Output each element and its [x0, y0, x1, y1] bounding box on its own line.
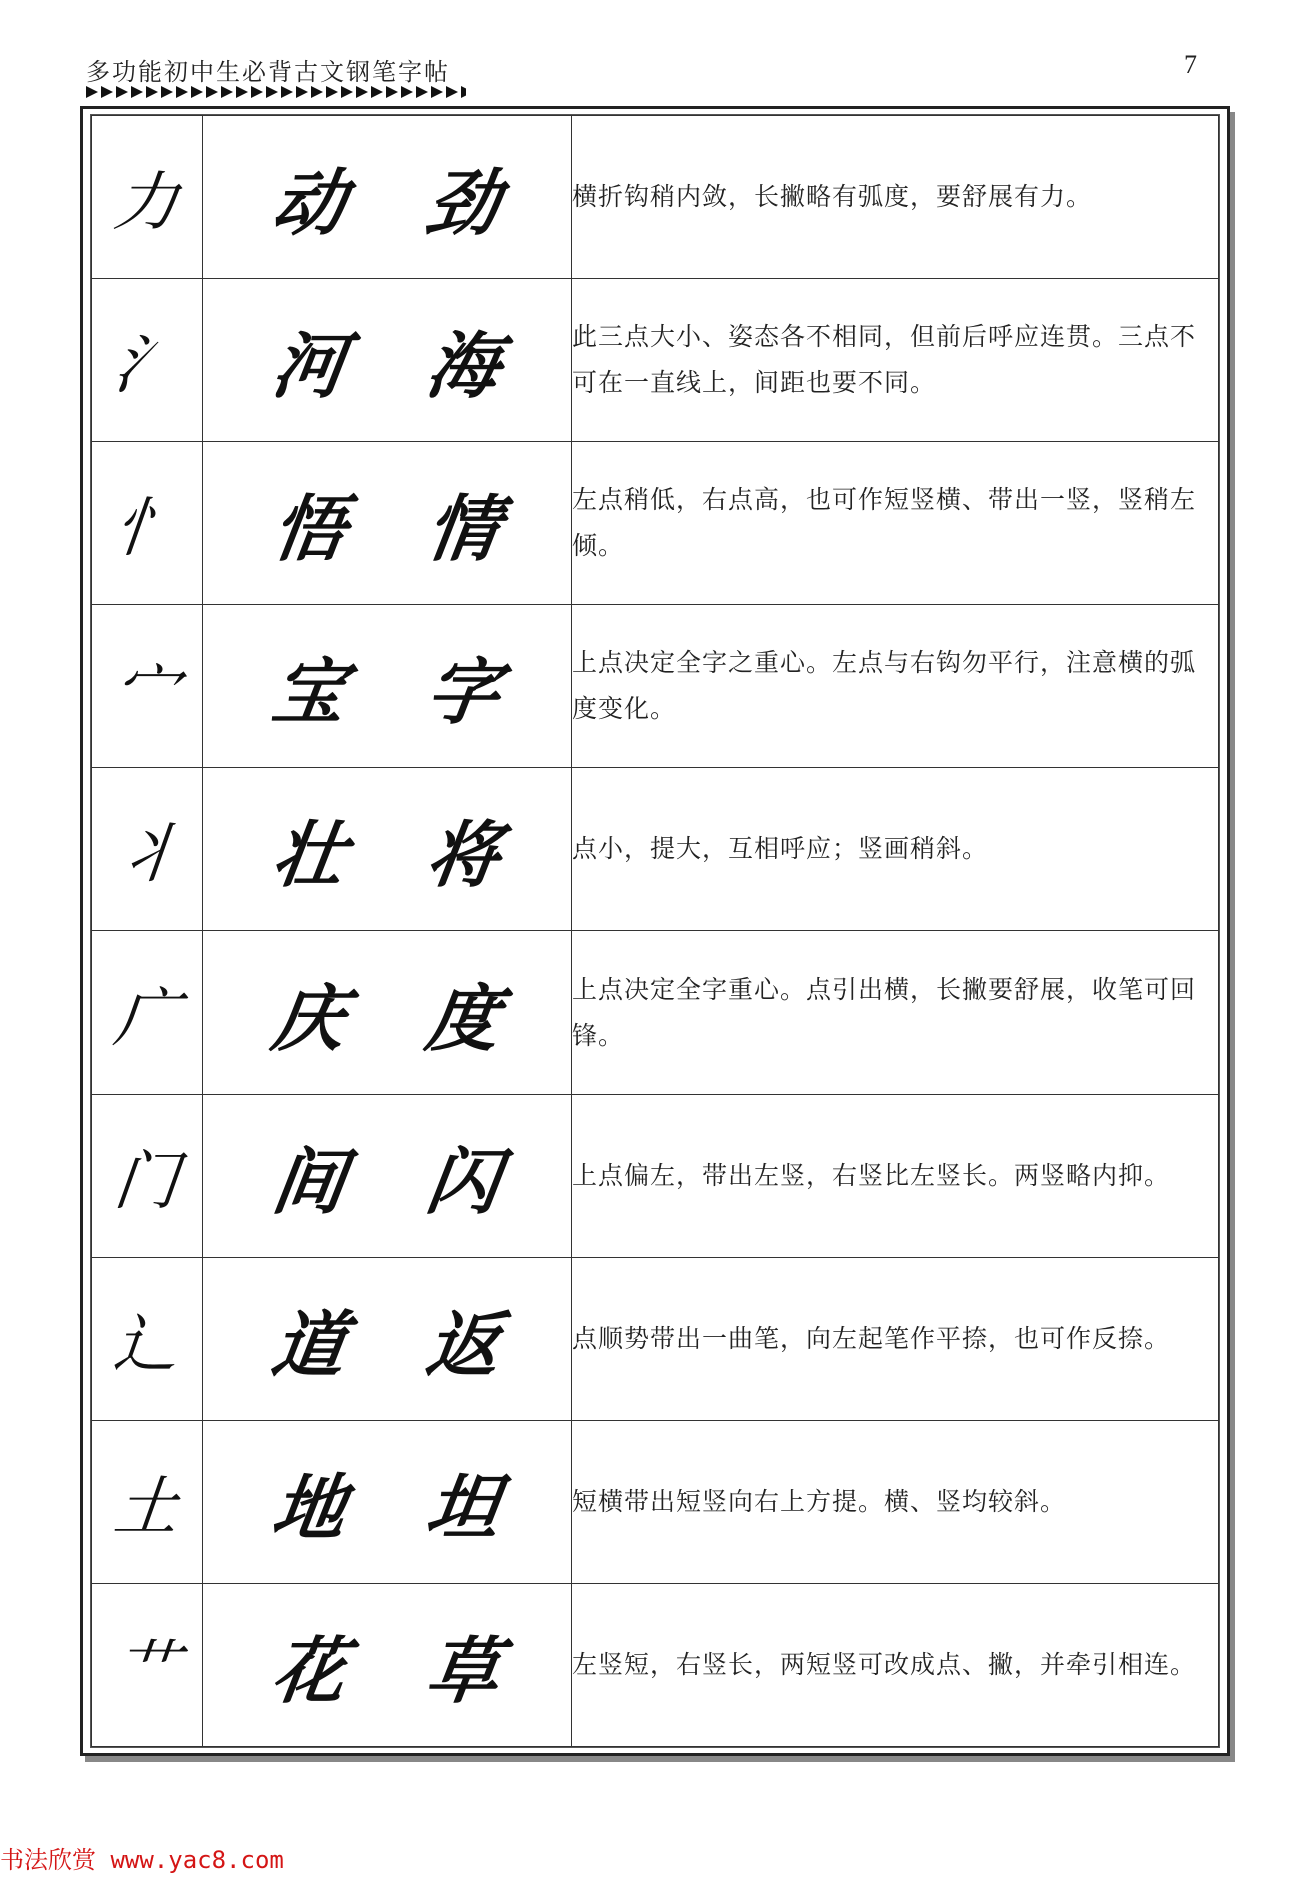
example-character: 地	[267, 1464, 352, 1550]
radical-character: 门	[110, 1144, 183, 1219]
example-character: 返	[421, 1301, 506, 1387]
stroke-note-text: 横折钩稍内敛，长撇略有弧度，要舒展有力。	[572, 182, 1093, 212]
example-character: 庆	[267, 975, 352, 1061]
arrow-ornament	[461, 86, 466, 98]
table-row	[92, 768, 1219, 931]
example-character: 道	[267, 1301, 352, 1387]
example-character: 花	[267, 1627, 352, 1713]
radical-cell	[92, 605, 203, 768]
arrow-ornament	[221, 86, 233, 98]
radical-character: 氵	[110, 329, 183, 404]
radical-character: 辶	[110, 1307, 183, 1382]
example-character: 间	[267, 1138, 352, 1224]
arrow-ornament	[356, 86, 368, 98]
example-character: 草	[421, 1627, 506, 1713]
table-row	[92, 931, 1219, 1094]
arrow-ornament	[416, 86, 428, 98]
header-arrow-rule	[86, 86, 466, 100]
stroke-note-text: 此三点大小、姿态各不相同，但前后呼应连贯。三点不可在一直线上，间距也要不同。	[572, 322, 1197, 398]
table-row	[92, 1583, 1219, 1746]
arrow-ornament	[431, 86, 443, 98]
arrow-ornament	[371, 86, 383, 98]
example-character: 宝	[267, 649, 352, 735]
example-character: 情	[421, 486, 506, 572]
stroke-note-text: 左竖短，右竖长，两短竖可改成点、撇，并牵引相连。	[572, 1649, 1197, 1679]
example-character: 河	[267, 323, 352, 409]
examples-cell	[203, 931, 572, 1094]
examples-cell	[203, 768, 572, 931]
example-character: 度	[421, 975, 506, 1061]
arrow-ornament	[446, 86, 458, 98]
example-character: 动	[267, 160, 352, 246]
note-cell	[572, 442, 1219, 605]
table-row	[92, 605, 1219, 768]
example-character: 将	[421, 812, 506, 898]
arrow-ornament	[326, 86, 338, 98]
table-row	[92, 116, 1219, 279]
note-cell	[572, 116, 1219, 279]
examples-cell	[203, 1094, 572, 1257]
arrow-ornament	[176, 86, 188, 98]
examples-cell	[203, 1257, 572, 1420]
arrow-ornament	[401, 86, 413, 98]
radical-cell	[92, 1420, 203, 1583]
arrow-ornament	[161, 86, 173, 98]
table-row	[92, 442, 1219, 605]
radical-character: 艹	[110, 1633, 183, 1708]
table-row	[92, 1420, 1219, 1583]
example-character: 闪	[421, 1138, 506, 1224]
note-cell	[572, 768, 1219, 931]
arrow-ornament	[116, 86, 128, 98]
note-cell	[572, 1420, 1219, 1583]
arrow-ornament	[131, 86, 143, 98]
example-character: 字	[421, 649, 506, 735]
example-character: 坦	[421, 1464, 506, 1550]
examples-cell	[203, 605, 572, 768]
radical-cell	[92, 1094, 203, 1257]
arrow-ornament	[281, 86, 293, 98]
radical-cell	[92, 768, 203, 931]
practice-table	[91, 115, 1219, 1747]
radical-cell	[92, 279, 203, 442]
example-character: 海	[421, 323, 506, 409]
stroke-note-text: 左点稍低，右点高，也可作短竖横、带出一竖，竖稍左倾。	[572, 485, 1197, 561]
site-watermark: 书法欣赏 www.yac8.com	[0, 1846, 284, 1874]
example-character: 壮	[267, 812, 352, 898]
note-cell	[572, 279, 1219, 442]
stroke-note-text: 上点偏左，带出左竖，右竖比左竖长。两竖略内抑。	[572, 1160, 1171, 1190]
radical-character: 丬	[110, 818, 183, 893]
stroke-note-text: 点小，提大，互相呼应；竖画稍斜。	[572, 834, 989, 864]
arrow-ornament	[86, 86, 98, 98]
radical-character: 广	[110, 981, 183, 1056]
radical-character: 力	[110, 166, 183, 241]
radical-cell	[92, 1583, 203, 1746]
note-cell	[572, 1257, 1219, 1420]
radical-cell	[92, 931, 203, 1094]
note-cell	[572, 605, 1219, 768]
examples-cell	[203, 1583, 572, 1746]
stroke-note-text: 点顺势带出一曲笔，向左起笔作平捺，也可作反捺。	[572, 1323, 1171, 1353]
arrow-ornament	[236, 86, 248, 98]
page-header-title: 多功能初中生必背古文钢笔字帖	[86, 58, 450, 86]
arrow-ornament	[296, 86, 308, 98]
arrow-ornament	[191, 86, 203, 98]
note-cell	[572, 931, 1219, 1094]
example-character: 悟	[267, 486, 352, 572]
table-row	[92, 279, 1219, 442]
arrow-ornament	[386, 86, 398, 98]
note-cell	[572, 1583, 1219, 1746]
example-character: 劲	[421, 160, 506, 246]
arrow-ornament	[146, 86, 158, 98]
stroke-note-text: 上点决定全字之重心。左点与右钩勿平行，注意横的弧度变化。	[572, 648, 1197, 724]
radical-character: 土	[110, 1470, 183, 1545]
radical-cell	[92, 116, 203, 279]
stroke-note-text: 上点决定全字重心。点引出横，长撇要舒展，收笔可回锋。	[572, 974, 1197, 1050]
arrow-ornament	[251, 86, 263, 98]
table-row	[92, 1094, 1219, 1257]
page-number: 7	[1184, 50, 1197, 79]
examples-cell	[203, 1420, 572, 1583]
examples-cell	[203, 279, 572, 442]
radical-cell	[92, 1257, 203, 1420]
radical-cell	[92, 442, 203, 605]
table-row	[92, 1257, 1219, 1420]
radical-character: 宀	[110, 655, 183, 730]
radical-character: 忄	[110, 492, 183, 567]
arrow-ornament	[101, 86, 113, 98]
arrow-ornament	[311, 86, 323, 98]
examples-cell	[203, 116, 572, 279]
arrow-ornament	[341, 86, 353, 98]
arrow-ornament	[266, 86, 278, 98]
arrow-ornament	[206, 86, 218, 98]
examples-cell	[203, 442, 572, 605]
note-cell	[572, 1094, 1219, 1257]
stroke-note-text: 短横带出短竖向右上方提。横、竖均较斜。	[572, 1486, 1067, 1516]
